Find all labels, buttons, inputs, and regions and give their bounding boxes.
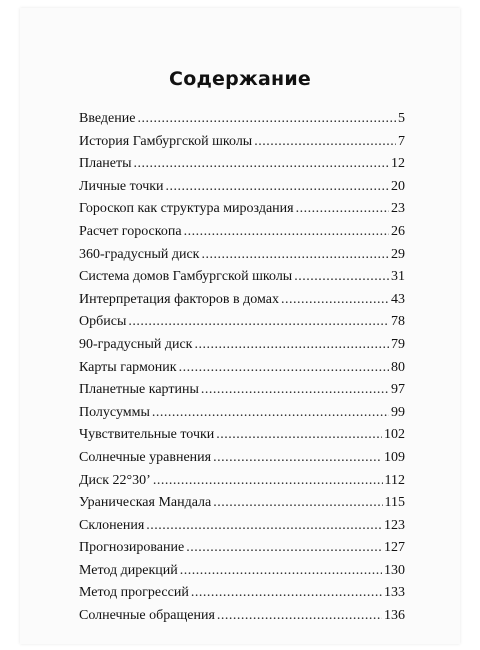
toc-dot-leader [186,540,382,556]
toc-dot-leader [166,179,389,195]
toc-entry-label: Гороскоп как структура мироздания [79,201,294,217]
toc-dot-leader [180,563,382,579]
toc-entry-label: Ураническая Мандала [79,495,212,511]
toc-entry [79,337,405,360]
toc-entry-page-number: 5 [398,111,405,126]
toc-entry-label: Склонения [79,517,145,533]
toc-dot-leader [128,314,389,330]
toc-entry [79,563,405,586]
toc-entry-page-number: 26 [391,223,405,239]
toc-entry [79,518,405,541]
toc-dot-leader [201,382,389,398]
toc-entry-label: Карты гармоник [79,359,177,375]
toc-entry [79,156,405,179]
toc-entry-page-number: 130 [384,562,405,578]
toc-entry-page-number: 78 [391,314,405,330]
toc-entry [79,382,405,405]
toc-entry-label: Интерпретация факторов в домах [79,291,279,307]
toc-dot-leader [184,224,389,240]
toc-entry [79,540,405,563]
toc-entry [79,360,405,383]
toc-entry-page-number: 133 [384,585,405,601]
toc-entry [79,292,405,315]
toc-entry-label: Система домов Гамбургской школы [79,269,293,285]
toc-entry-label: Орбисы [79,314,127,330]
toc-entry-page-number: 102 [384,427,405,443]
toc-dot-leader [191,585,382,601]
toc-entry-page-number: 99 [391,404,405,420]
toc-entry-page-number: 109 [384,449,405,465]
toc-entry-label: Прогнозирование [79,540,185,556]
toc-entry [79,473,405,496]
toc-dot-leader [217,608,382,624]
toc-entry-page-number: 43 [391,291,405,307]
table-of-contents [79,111,405,631]
toc-entry-page-number: 97 [391,382,405,398]
toc-entry [79,224,405,247]
toc-entry [79,585,405,608]
toc-dot-leader [213,450,382,466]
toc-entry [79,111,405,134]
toc-entry-page-number: 7 [398,133,405,149]
toc-entry-label: Солнечные уравнения [79,449,212,465]
toc-entry-label: Введение [79,111,136,126]
toc-dot-leader [134,156,389,172]
toc-entry-label: 360-градусный диск [79,246,200,262]
toc-entry-label: Диск 22°30’ [79,472,151,488]
toc-entry-page-number: 127 [384,540,405,556]
toc-dot-leader [179,360,389,376]
toc-entry-label: Чувствительные точки [79,427,215,443]
toc-dot-leader [281,292,389,308]
toc-dot-leader [294,269,389,285]
toc-entry-page-number: 20 [391,178,405,194]
toc-entry-label: Полусуммы [79,404,150,420]
toc-entry [79,608,405,631]
toc-entry-label: Солнечные обращения [79,608,215,624]
toc-entry [79,269,405,292]
toc-entry [79,427,405,450]
toc-entry [79,405,405,428]
toc-dot-leader [213,495,382,511]
toc-entry-page-number: 123 [384,517,405,533]
toc-entry [79,314,405,337]
toc-dot-leader [152,405,389,421]
toc-entry [79,450,405,473]
toc-entry-page-number: 31 [391,269,405,285]
toc-entry-label: Личные точки [79,178,164,194]
toc-entry-page-number: 23 [391,201,405,217]
toc-entry-label: Планеты [79,156,132,172]
toc-entry [79,495,405,518]
toc-entry-label: История Гамбургской школы [79,133,253,149]
toc-dot-leader [146,518,382,534]
toc-entry [79,201,405,224]
toc-dot-leader [194,337,389,353]
toc-entry-label: 90-градусный диск [79,336,193,352]
toc-dot-leader [201,247,389,263]
toc-entry [79,134,405,157]
toc-dot-leader [153,473,383,489]
toc-entry-page-number: 80 [391,359,405,375]
toc-dot-leader [137,111,396,127]
toc-entry-label: Планетные картины [79,382,199,398]
toc-entry-page-number: 79 [391,336,405,352]
toc-entry-page-number: 112 [384,472,405,488]
toc-entry-page-number: 12 [391,156,405,172]
toc-entry-page-number: 136 [384,608,405,624]
toc-dot-leader [296,201,389,217]
toc-entry [79,247,405,270]
toc-entry-label: Метод дирекций [79,562,178,578]
toc-dot-leader [216,427,382,443]
toc-entry [79,179,405,202]
toc-entry-page-number: 115 [384,495,405,511]
toc-entry-label: Метод прогрессий [79,585,189,601]
toc-entry-page-number: 29 [391,246,405,262]
page-title: Содержание [169,68,311,90]
toc-dot-leader [254,134,396,150]
toc-entry-label: Расчет гороскопа [79,223,182,239]
